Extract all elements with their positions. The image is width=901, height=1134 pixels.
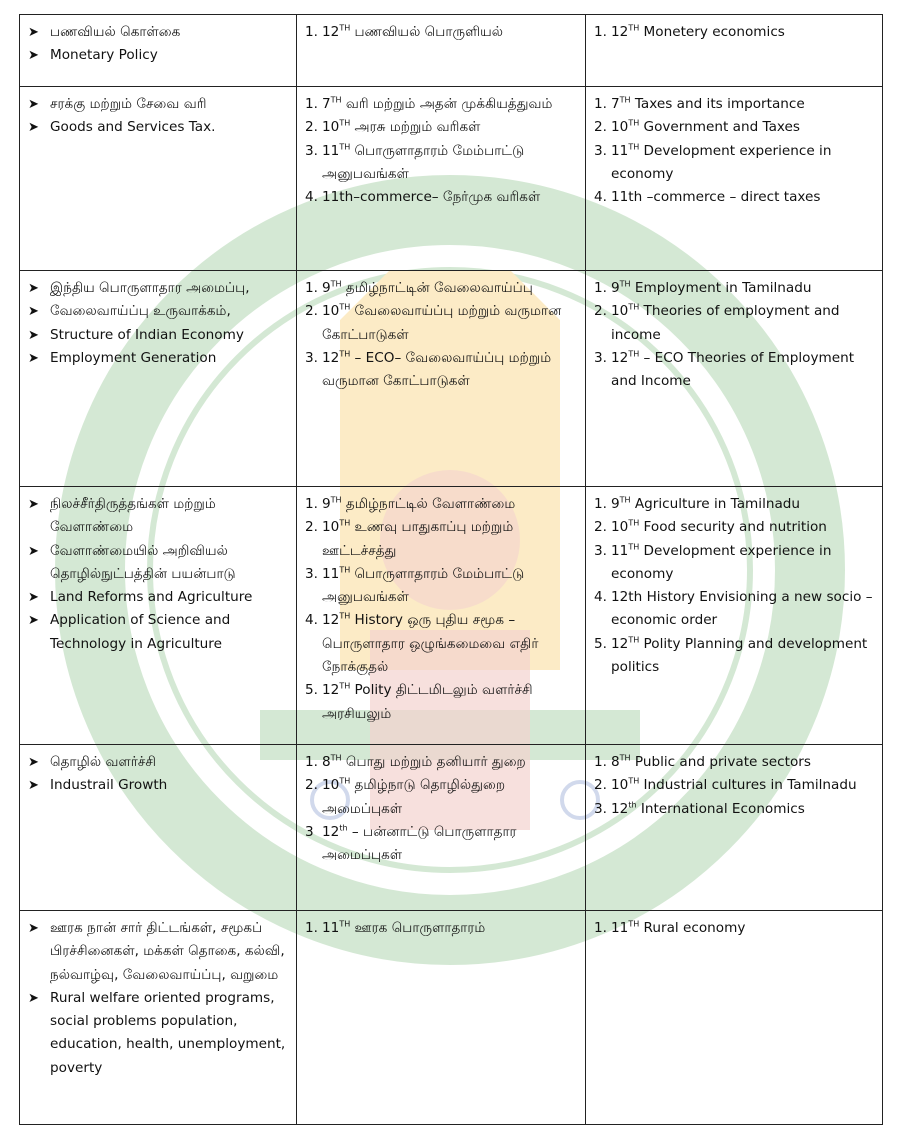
topic-text: Application of Science and Technology in Agriculture (50, 612, 231, 652)
reference-text: பொருளாதாரம் மேம்பாட்டு அனுபவங்கள் (322, 565, 525, 606)
standard-number: 10 (611, 303, 629, 320)
reference-text: Theories of employment and income (611, 303, 840, 343)
arrow-bullet-icon: ➤ (28, 990, 39, 1006)
arrow-bullet-icon: ➤ (28, 543, 39, 559)
reference-text: Polity திட்டமிடலும் வளர்ச்சி அரசியலும் (322, 682, 533, 722)
topic-item (28, 586, 290, 609)
english-references-cell (586, 271, 883, 487)
ordinal-suffix: TH (339, 565, 351, 575)
topic-item (28, 540, 290, 587)
item-number: 1. (305, 280, 318, 296)
table-row (20, 87, 883, 271)
arrow-bullet-icon: ➤ (28, 590, 39, 606)
item-number: 2. (305, 777, 318, 794)
topic-text: Monetary Policy (50, 47, 158, 64)
reference-item (594, 540, 876, 587)
topics-cell (20, 87, 297, 271)
standard-number: 7 (611, 96, 620, 112)
arrow-bullet-icon: ➤ (28, 755, 39, 770)
standard-number: 11 (611, 542, 629, 559)
item-number: 2. (305, 119, 318, 136)
topic-text: இந்திய பொருளாதார அமைப்பு, (50, 280, 250, 296)
ordinal-suffix: TH (339, 118, 351, 128)
item-number: 1. (594, 754, 607, 770)
reference-item (594, 140, 876, 187)
reference-text: – ECO– வேலைவாய்ப்பு மற்றும் வருமான கோட்பாடுகள் (322, 349, 552, 390)
ordinal-suffix: TH (339, 23, 351, 33)
item-number: 1. (594, 24, 607, 40)
item-number: 4. (594, 189, 607, 206)
reference-text: Public and private sectors (630, 754, 811, 770)
reference-item (305, 821, 579, 868)
ordinal-suffix: TH (628, 118, 640, 128)
standard-number: 12 (611, 24, 629, 40)
reference-text: ஊரக பொருளாதாரம் (350, 920, 486, 936)
ordinal-suffix: TH (628, 635, 640, 645)
reference-item (305, 347, 579, 394)
standard-number: 10 (611, 519, 629, 536)
standard-number: 10 (322, 119, 340, 136)
standard-number: 10 (322, 519, 340, 536)
reference-text: Food security and nutrition (639, 519, 827, 536)
arrow-bullet-icon: ➤ (28, 304, 39, 320)
ordinal-suffix: th (628, 800, 637, 810)
standard-number: 11 (611, 920, 629, 936)
reference-text: தமிழ்நாட்டின் வேலைவாய்ப்பு (341, 280, 533, 296)
standard-number: 11 (322, 142, 340, 159)
item-number: 3. (305, 142, 318, 159)
reference-item (305, 186, 579, 209)
reference-text: Government and Taxes (639, 119, 800, 136)
reference-item (594, 493, 876, 516)
item-number: 4. (594, 589, 607, 606)
ordinal-suffix: TH (628, 776, 640, 786)
reference-item (305, 751, 579, 774)
item-number: 1. (594, 496, 607, 512)
english-references-cell (586, 911, 883, 1125)
standard-number: 9 (611, 280, 620, 296)
ordinal-suffix: TH (619, 95, 631, 105)
reference-item (594, 21, 876, 44)
item-number: 1. (594, 96, 607, 112)
reference-item (594, 516, 876, 539)
topic-item (28, 774, 290, 797)
reference-text: – பன்னாட்டு பொருளாதார அமைப்புகள் (322, 823, 517, 864)
standard-number: 12 (322, 24, 340, 40)
reference-item (305, 140, 579, 187)
arrow-bullet-icon: ➤ (28, 921, 39, 936)
reference-text: Industrial cultures in Tamilnadu (639, 777, 857, 794)
standard-number: 9 (611, 496, 620, 512)
table-row (20, 745, 883, 911)
arrow-bullet-icon: ➤ (28, 613, 39, 629)
standard-number: 10 (322, 777, 340, 794)
ordinal-suffix: TH (628, 518, 640, 528)
arrow-bullet-icon: ➤ (28, 281, 39, 296)
ordinal-suffix: TH (339, 142, 351, 152)
syllabus-table (19, 14, 883, 1125)
english-references-cell (586, 87, 883, 271)
item-number: 2. (305, 303, 318, 320)
reference-text: Development experience in economy (611, 142, 832, 182)
reference-text: Rural economy (639, 920, 746, 936)
reference-item (594, 186, 876, 209)
standard-number: 8 (322, 754, 331, 770)
ordinal-suffix: TH (339, 518, 351, 528)
reference-text: வேலைவாய்ப்பு மற்றும் வருமான கோட்பாடுகள் (322, 303, 562, 343)
item-number: 1. (305, 754, 318, 770)
ordinal-suffix: TH (628, 919, 640, 929)
standard-number: 11 (611, 142, 629, 159)
reference-text: தமிழ்நாட்டில் வேளாண்மை (341, 496, 516, 512)
ordinal-suffix: TH (619, 279, 631, 289)
topic-text: வேலைவாய்ப்பு உருவாக்கம், (50, 303, 231, 320)
reference-text: அரசு மற்றும் வரிகள் (350, 119, 481, 136)
topic-item (28, 300, 290, 323)
reference-text: பொது மற்றும் தனியார் துறை (341, 754, 526, 770)
item-number: 3. (305, 565, 318, 582)
english-references-cell (586, 15, 883, 87)
table-row (20, 911, 883, 1125)
topic-text: Land Reforms and Agriculture (50, 589, 253, 606)
item-number: 1. (305, 96, 318, 112)
topic-item (28, 116, 290, 139)
ordinal-suffix: TH (628, 23, 640, 33)
topic-item (28, 93, 290, 116)
standard-number: 12 (611, 800, 629, 817)
item-number: 2. (594, 519, 607, 536)
reference-item (305, 277, 579, 300)
topics-cell (20, 911, 297, 1125)
reference-text: Taxes and its importance (630, 96, 805, 112)
topic-item (28, 21, 290, 44)
standard-number: 8 (611, 754, 620, 770)
reference-text: 12th History Envisioning a new socio – economic order (611, 589, 873, 629)
reference-item (305, 609, 579, 679)
reference-text: தமிழ்நாடு தொழில்துறை அமைப்புகள் (322, 777, 506, 817)
standard-number: 11 (322, 565, 340, 582)
tamil-references-cell (297, 911, 586, 1125)
reference-item (594, 347, 876, 394)
topics-cell (20, 745, 297, 911)
standard-number: 12 (322, 349, 340, 366)
arrow-bullet-icon: ➤ (28, 327, 39, 343)
reference-item (594, 798, 876, 821)
topic-text: Industrail Growth (50, 777, 168, 794)
standard-number: 7 (322, 96, 331, 112)
reference-text: உணவு பாதுகாப்பு மற்றும் ஊட்டச்சத்து (322, 519, 514, 559)
item-number: 5. (305, 682, 318, 699)
standard-number: 12 (611, 349, 629, 366)
item-number: 3 (305, 823, 314, 840)
reference-item (305, 774, 579, 821)
tamil-references-cell (297, 271, 586, 487)
ordinal-suffix: TH (339, 611, 351, 621)
topics-cell (20, 15, 297, 87)
ordinal-suffix: TH (339, 349, 351, 359)
topics-cell (20, 271, 297, 487)
topic-text: Structure of Indian Economy (50, 326, 244, 343)
tamil-references-cell (297, 487, 586, 745)
table-row (20, 487, 883, 745)
reference-text: Employment in Tamilnadu (630, 280, 812, 296)
item-number: 3. (305, 349, 318, 366)
standard-number: 12 (322, 682, 340, 699)
ordinal-suffix: th (339, 823, 348, 833)
ordinal-suffix: TH (628, 302, 640, 312)
topic-text: ஊரக நான் சார் திட்டங்கள், சமூகப் பிரச்சினைகள், மக்கள் தொகை, கல்வி, நல்வாழ்வு, வேலைவாய்ப்பு, வறுமை (50, 920, 285, 983)
topic-text: தொழில் வளர்ச்சி (50, 754, 157, 770)
reference-text: 11th–commerce– நேர்முக வரிகள் (322, 189, 541, 206)
reference-item (305, 516, 579, 563)
topic-text: சரக்கு மற்றும் சேவை வரி (50, 96, 207, 112)
item-number: 4. (305, 189, 318, 206)
arrow-bullet-icon: ➤ (28, 497, 39, 512)
topic-item (28, 277, 290, 300)
reference-item (305, 300, 579, 347)
item-number: 1. (305, 24, 318, 40)
standard-number: 11 (322, 920, 340, 936)
reference-item (594, 917, 876, 940)
topic-text: பணவியல் கொள்கை (50, 24, 181, 40)
reference-text: பணவியல் பொருளியல் (350, 24, 504, 40)
topics-cell (20, 487, 297, 745)
arrow-bullet-icon: ➤ (28, 25, 39, 40)
standard-number: 9 (322, 496, 331, 512)
item-number: 4. (305, 612, 318, 629)
item-number: 1. (305, 496, 318, 512)
item-number: 5. (594, 635, 607, 652)
reference-item (594, 751, 876, 774)
arrow-bullet-icon: ➤ (28, 48, 39, 64)
reference-text: History ஒரு புதிய சமூக – பொருளாதார ஒழுங்கமைவை எதிர் நோக்குதல் (322, 612, 539, 676)
arrow-bullet-icon: ➤ (28, 97, 39, 112)
reference-item (594, 633, 876, 680)
ordinal-suffix: TH (628, 542, 640, 552)
item-number: 1. (594, 920, 607, 936)
ordinal-suffix: TH (619, 753, 631, 763)
ordinal-suffix: TH (339, 302, 351, 312)
item-number: 1. (305, 920, 318, 936)
item-number: 3. (594, 142, 607, 159)
arrow-bullet-icon: ➤ (28, 778, 39, 794)
reference-item (305, 917, 579, 940)
english-references-cell (586, 487, 883, 745)
reference-item (305, 116, 579, 139)
item-number: 1. (594, 280, 607, 296)
standard-number: 10 (611, 119, 629, 136)
topic-item (28, 44, 290, 67)
ordinal-suffix: TH (339, 681, 351, 691)
item-number: 2. (594, 119, 607, 136)
topic-text: Employment Generation (50, 349, 217, 366)
reference-text: Development experience in economy (611, 542, 832, 582)
item-number: 2. (594, 777, 607, 794)
ordinal-suffix: TH (628, 142, 640, 152)
item-number: 3. (594, 800, 607, 817)
ordinal-suffix: TH (330, 495, 342, 505)
ordinal-suffix: TH (330, 95, 342, 105)
ordinal-suffix: TH (330, 279, 342, 289)
reference-text: International Economics (636, 800, 805, 817)
standard-number: 10 (322, 303, 340, 320)
reference-item (305, 679, 579, 726)
topic-text: Rural welfare oriented programs, social problems population, education, health, unemployment, poverty (50, 989, 286, 1076)
reference-item (305, 93, 579, 116)
ordinal-suffix: TH (339, 776, 351, 786)
reference-text: Agriculture in Tamilnadu (630, 496, 801, 512)
reference-item (594, 93, 876, 116)
topic-text: Goods and Services Tax. (50, 119, 216, 136)
ordinal-suffix: TH (330, 753, 342, 763)
standard-number: 10 (611, 777, 629, 794)
standard-number: 9 (322, 280, 331, 296)
standard-number: 12 (322, 612, 340, 629)
item-number: 3. (594, 542, 607, 559)
reference-item (594, 586, 876, 633)
topic-item (28, 493, 290, 540)
ordinal-suffix: TH (339, 919, 351, 929)
tamil-references-cell (297, 745, 586, 911)
reference-item (305, 493, 579, 516)
topic-text: நிலச்சீர்திருத்தங்கள் மற்றும் வேளாண்மை (50, 496, 216, 536)
reference-text: – ECO Theories of Employment and Income (611, 349, 855, 390)
topic-item (28, 609, 290, 656)
reference-text: பொருளாதாரம் மேம்பாட்டு அனுபவங்கள் (322, 142, 525, 182)
standard-number: 12 (611, 635, 629, 652)
reference-text: 11th –commerce – direct taxes (611, 189, 821, 206)
topic-item (28, 917, 290, 987)
topic-item (28, 324, 290, 347)
standard-number: 12 (322, 823, 340, 840)
reference-item (594, 116, 876, 139)
reference-text: Polity Planning and development politics (611, 635, 868, 676)
reference-item (594, 774, 876, 797)
table-row (20, 271, 883, 487)
arrow-bullet-icon: ➤ (28, 350, 39, 366)
ordinal-suffix: TH (619, 495, 631, 505)
english-references-cell (586, 745, 883, 911)
topic-item (28, 751, 290, 774)
tamil-references-cell (297, 15, 586, 87)
topic-item (28, 987, 290, 1080)
reference-text: வரி மற்றும் அதன் முக்கியத்துவம் (341, 96, 553, 112)
reference-item (594, 277, 876, 300)
item-number: 2. (594, 303, 607, 320)
tamil-references-cell (297, 87, 586, 271)
ordinal-suffix: TH (628, 349, 640, 359)
reference-item (305, 21, 579, 44)
item-number: 3. (594, 349, 607, 366)
table-row (20, 15, 883, 87)
reference-text: Monetery economics (639, 24, 785, 40)
topic-text: வேளாண்மையில் அறிவியல் தொழில்நுட்பத்தின் பயன்பாடு (50, 542, 236, 582)
reference-item (305, 563, 579, 610)
item-number: 2. (305, 519, 318, 536)
arrow-bullet-icon: ➤ (28, 120, 39, 136)
topic-item (28, 347, 290, 370)
reference-item (594, 300, 876, 347)
